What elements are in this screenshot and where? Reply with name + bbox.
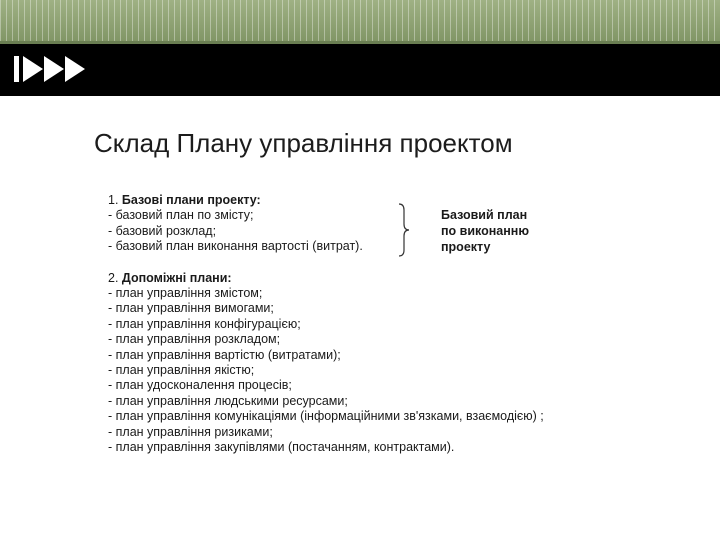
section-1-item: - базовий план виконання вартості (витрат).: [108, 239, 363, 254]
curly-brace-icon: [397, 203, 411, 257]
section-2-item: - план управління закупівлями (постачанням, контрактами).: [108, 440, 455, 455]
section-1-item: - базовий розклад;: [108, 223, 217, 238]
section-2-item: - план управління людськими ресурсами;: [108, 393, 348, 408]
triple-arrow-icon: [14, 56, 85, 82]
section-2-item: - план управління комунікаціями (інформаційними зв'язками, взаємодією) ;: [108, 409, 544, 424]
section-2-item: - план управління розкладом;: [108, 332, 281, 347]
header-stripe-band: [0, 0, 720, 44]
section-2-item: - план управління якістю;: [108, 363, 255, 378]
section-2-item: - план управління вимогами;: [108, 301, 274, 316]
section-1-item: - базовий план по змісту;: [108, 208, 254, 223]
spacer: [108, 255, 708, 271]
section-2-item: - план управління вартістю (витратами);: [108, 347, 341, 362]
side-note-line: проекту: [441, 240, 491, 254]
section-2-item: - план управління конфігурацією;: [108, 316, 301, 331]
side-note: [441, 207, 529, 255]
arrow-2: [44, 56, 64, 82]
section-2-item: - план удосконалення процесів;: [108, 378, 292, 393]
section-2-heading: [108, 271, 708, 286]
slide-title: Склад Плану управління проектом: [94, 128, 513, 158]
arrow-3: [65, 56, 85, 82]
side-note-line: Базовий план: [441, 208, 528, 222]
section-2-number: 2.: [108, 270, 122, 285]
arrow-bar: [14, 56, 19, 82]
arrow-1: [23, 56, 43, 82]
section-2-item: - план управління ризиками;: [108, 424, 273, 439]
section-2-title: Допоміжні плани:: [121, 270, 232, 285]
header-dark-band: [0, 44, 720, 96]
section-1-title: Базові плани проекту:: [121, 193, 261, 207]
section-1-number: 1.: [108, 193, 122, 207]
section-2-item: - план управління змістом;: [108, 286, 263, 301]
side-note-line: по виконанню: [441, 224, 530, 238]
